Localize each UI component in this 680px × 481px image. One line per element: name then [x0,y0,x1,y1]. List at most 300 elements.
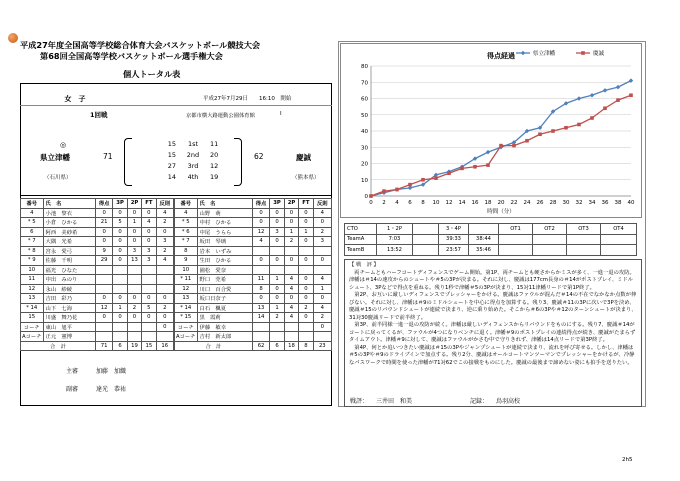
x-tick-label: 38 [614,200,622,206]
player-row-cell: 0 [113,256,127,266]
data-point [564,126,568,130]
player-row-cell: 6 [21,227,44,237]
assistant-coach-row-cell [270,332,284,342]
player-row-cell: 1 [113,303,127,313]
assistant-coach-row-cell [313,332,331,342]
data-point [551,129,555,133]
game-info [20,83,332,196]
player-row-cell [142,265,156,275]
summary-heading: 【 戦 評 】 [349,262,379,268]
total-cell: 18 [284,341,298,351]
data-point [486,150,490,154]
player-row-cell [127,275,141,285]
player-row-cell: * 5 [21,218,44,228]
player-row-cell: 5 [113,218,127,228]
player-row-cell: 10 [21,265,44,275]
player-row-cell: 13 [21,294,44,304]
player-row-cell: 0 [313,256,331,266]
player-row-cell [299,265,313,275]
coach-row-cell [95,322,112,332]
player-row-cell: 4 [284,275,298,285]
player-row-cell [95,284,112,294]
player-row-cell [142,275,156,285]
player-row-cell: 5 [142,303,156,313]
total-cell: 62 [252,341,269,351]
player-row-cell: 4 [156,256,173,266]
cto-cell: OT2 [533,224,567,235]
x-tick-label: 8 [421,200,425,206]
assistant-coach-row-cell [95,332,112,342]
total-cell: 合 計 [21,341,96,351]
box-header-row-cell: 3P [270,199,284,209]
x-tick-label: 40 [627,200,635,206]
y-tick-label: 80 [361,64,368,70]
coach-row-cell [113,322,127,332]
box-header-row-cell: 番号 [175,199,198,209]
data-point [486,163,490,167]
assistant-coach-row [175,332,332,342]
assistant-coach-row-cell: 正元 憲博 [43,332,95,342]
away-team: 慶誠 [296,153,311,162]
assistant-coach-row-cell [142,332,156,342]
player-row-cell: 永山 紗綾 [43,284,95,294]
player-row-cell: 0 [270,294,284,304]
total-cell: 8 [299,341,313,351]
assistant-coach-row-cell [113,332,127,342]
box-header-row [21,199,174,209]
category: 女 子 [64,95,86,103]
player-row-cell: 0 [95,237,112,247]
player-row-cell: 0 [313,294,331,304]
player-row-cell: 川口 百合愛 [197,284,252,294]
player-row-cell: 2 [313,227,331,237]
player-row-cell: 12 [95,303,112,313]
assistant-coach-row-cell [252,332,269,342]
title-line3: 個人トータル表 [123,69,181,79]
player-row-cell: 0 [299,208,313,218]
player-row-cell: 4 [252,237,269,247]
player-row-cell: 14 [252,313,269,323]
player-row [21,237,174,247]
x-tick-label: 28 [549,200,557,206]
player-row [21,256,174,266]
player-row-cell [313,265,331,275]
box-header-row-cell: 氏 名 [43,199,95,209]
player-row-cell: 0 [270,218,284,228]
player-row [21,265,174,275]
player-row-cell: 13 [175,294,198,304]
player-row-cell: 0 [156,294,173,304]
player-row-cell: 0 [142,313,156,323]
player-row-cell: 園松 愛奈 [197,265,252,275]
x-tick-label: 12 [445,200,453,206]
game-summary [344,259,642,407]
cto-cell: OT4 [601,224,637,235]
player-row-cell: 0 [156,227,173,237]
player-row-cell [113,275,127,285]
box-header-row-cell: 番号 [21,199,44,209]
player-row-cell: * 7 [21,237,44,247]
total-cell: 15 [142,341,156,351]
cto-cell: OT1 [499,224,533,235]
x-tick-label: 10 [432,200,440,206]
referee-label: 主審 [66,368,79,375]
total-cell: 合 計 [175,341,253,351]
player-row-cell: 2 [156,303,173,313]
data-point [434,176,438,180]
y-tick-label: 60 [361,96,368,103]
player-row-cell: 0 [313,218,331,228]
cto-cell: 13:52 [377,245,413,256]
basketball-icon [8,33,18,43]
player-row-cell: 0 [127,237,141,247]
player-row-cell: 0 [127,294,141,304]
coach-row [175,322,332,332]
umpire-label: 副審 [66,386,79,393]
player-row-cell: 4 [142,218,156,228]
player-row-cell: 0 [299,275,313,285]
data-point [447,171,451,175]
x-tick-label: 2 [382,200,386,206]
total-cell: 6 [113,341,127,351]
player-row-cell: 2 [156,246,173,256]
coach-row-cell: 0 [313,322,331,332]
coach-row-cell [142,322,156,332]
coach-row-cell [299,322,313,332]
player-row-cell [270,265,284,275]
player-row-cell: 4 [175,208,198,218]
player-row-cell: 0 [299,284,313,294]
player-row-cell: 0 [270,208,284,218]
player-row-cell [113,265,127,275]
box-header-row-cell: 反則 [156,199,173,209]
assistant-coach-row-cell: Aコーチ [21,332,44,342]
title-line1: 平成27年度全国高等学校総合体育大会バスケットボール競技大会 [20,40,261,50]
player-row-cell: 生田 ひかる [197,256,252,266]
player-row-cell [299,246,313,256]
player-row [21,275,174,285]
total-cell: 16 [156,341,173,351]
player-row-cell [142,284,156,294]
data-point [538,132,542,136]
player-row-cell: 宮永 愛弓 [43,246,95,256]
box-header-row-cell: 得点 [95,199,112,209]
cto-cell [567,245,601,256]
cto-cell [499,234,533,245]
box-header-row-cell: 得点 [252,199,269,209]
title-line2: 第68回全国高等学校バスケットボール選手権大会 [40,51,223,61]
player-row-cell: 0 [113,208,127,218]
player-row-cell: 0 [113,237,127,247]
box-header-row [175,199,332,209]
cto-cell: OT3 [567,224,601,235]
player-row-cell: 0 [127,227,141,237]
round: 1回戦 [90,111,108,119]
cto-cell [499,245,533,256]
player-row-cell: * 14 [175,303,198,313]
box-header-row-cell: 氏 名 [197,199,252,209]
data-point [603,88,607,92]
player-row [175,218,332,228]
player-row-cell: 0 [284,218,298,228]
player-row-cell: 1 [313,284,331,294]
court: Ⅰ [280,111,282,117]
series-line-home [371,81,631,196]
player-row-cell: 中尾 うらら [197,227,252,237]
data-point [473,165,477,169]
player-row-cell: 0 [142,227,156,237]
coach-row-cell [252,322,269,332]
player-row-cell [284,265,298,275]
player-row-cell: 29 [95,256,112,266]
x-tick-label: 20 [497,200,505,206]
data-point [616,85,620,89]
player-row-cell: 0 [142,294,156,304]
player-row-cell: 4 [313,275,331,285]
data-point [512,144,516,148]
player-row [21,218,174,228]
data-point [603,106,607,110]
player-row [21,313,174,323]
player-row-cell: 0 [156,313,173,323]
player-row [21,294,174,304]
score-progress-chart [340,43,642,218]
player-row-cell: 岩本 いずみ [197,246,252,256]
box-header-row-cell: FT [142,199,156,209]
player-row-cell [252,265,269,275]
player-row-cell: 阿西 美紗希 [43,227,95,237]
player-row-cell [284,246,298,256]
x-tick-label: 18 [484,200,492,206]
player-row-cell [95,265,112,275]
cto-cell [533,234,567,245]
player-row-cell: 0 [284,256,298,266]
player-row-cell: 2 [313,313,331,323]
away-total: 62 [254,152,264,161]
home-team: 県立津幡 [40,153,70,162]
player-row-cell: 大隅 光希 [43,237,95,247]
player-row-cell: 8 [175,246,198,256]
player-row-cell: 0 [299,256,313,266]
total-cell: 19 [127,341,141,351]
box-header-row-cell: 3P [113,199,127,209]
player-row [21,303,174,313]
player-row [21,246,174,256]
player-row [21,227,174,237]
player-row-cell: 山野 萌 [197,208,252,218]
quarter-row: 15 1st 11 [167,140,219,148]
player-row-cell: 11 [252,275,269,285]
data-point [460,167,464,171]
player-row-cell: 0 [127,313,141,323]
player-row-cell: 12 [252,227,269,237]
player-row-cell: 0 [142,208,156,218]
box-header-row-cell: 2P [284,199,298,209]
player-row-cell: 吉田 彩乃 [43,294,95,304]
data-point [382,189,386,193]
cto-cell [601,245,637,256]
player-row-cell: 0 [299,237,313,247]
cto-cell: 7:03 [377,234,413,245]
player-row-cell [156,275,173,285]
player-row [175,208,332,218]
player-row-cell: 4 [284,284,298,294]
total-cell: 71 [95,341,112,351]
x-tick-label: 36 [601,200,609,206]
data-point [369,194,373,198]
legend-marker [581,51,585,55]
legend-marker [521,51,525,55]
player-row-cell: 坂田 琴璃 [197,237,252,247]
player-row [175,303,332,313]
cto-cell [533,245,567,256]
home-mark: ◎ [60,141,67,149]
player-row-cell: 21 [95,218,112,228]
cto-row [345,245,637,256]
player-row-cell: 12 [175,284,198,294]
summary-paragraph: 第3P、前半同様一進一退の攻防が続く。津幡は厳しいディフェンスからリバウンドをものにする。残り7、慶誠＃14がコートに戻ってくるが、ファウルが4つになりベンチに退く。津幡＃9のポストプレイの連続得点が続き、慶誠がたまらずタイムアウト。津幡＃9に対して、慶誠はファウルがかさむ中で守りきれず、津幡は14点リードで第3P終了。 [349,322,636,343]
player-row-cell: 12 [21,284,44,294]
quarter-row: 27 3rd 12 [167,162,219,170]
player-row-cell: 0 [270,256,284,266]
chart-svg [341,44,641,217]
player-row-cell: 1 [127,218,141,228]
player-row-cell: 0 [95,208,112,218]
player-row-cell: 3 [156,237,173,247]
player-row-cell: 0 [299,294,313,304]
legend-label: 慶誠 [593,51,605,57]
player-row [21,284,174,294]
player-row [175,265,332,275]
cto-cell: 38:44 [469,234,499,245]
player-row-cell: 野口 莞希 [197,275,252,285]
player-row-cell: * 7 [175,237,198,247]
player-row-cell: 0 [252,218,269,228]
x-tick-label: 30 [562,200,570,206]
player-row-cell: 0 [270,237,284,247]
player-row-cell: 2 [127,303,141,313]
cto-cell: TeamA [345,234,377,245]
y-tick-label: 40 [361,129,368,135]
player-row-cell: 2 [284,237,298,247]
player-row-cell: 3 [142,256,156,266]
player-row-cell: 坂口日奈子 [197,294,252,304]
cto-cell [567,234,601,245]
player-row-cell: 1 [270,275,284,285]
x-tick-label: 26 [536,200,544,206]
player-row [175,313,332,323]
player-row-cell: 0 [270,284,284,294]
cto-cell [413,224,439,235]
writer-name: 三井田 和美 [376,398,413,405]
player-row-cell: 13 [252,303,269,313]
total-row [175,341,332,351]
player-row-cell: 0 [252,208,269,218]
player-row-cell: 9 [95,246,112,256]
player-row-cell: * 9 [21,256,44,266]
x-tick-label: 34 [588,200,596,206]
player-row-cell: 黒 霞莉 [197,313,252,323]
player-row-cell: 1 [270,303,284,313]
y-tick-label: 10 [361,177,368,184]
home-pref: （石川県） [44,175,72,181]
x-tick-label: 24 [523,200,531,206]
y-tick-label: 50 [361,112,368,119]
cto-cell: 1・2P [377,224,413,235]
cto-cell [469,224,499,235]
player-row-cell [95,275,112,285]
coach-row-cell: コーチ [21,322,44,332]
player-row-cell: 2 [156,218,173,228]
player-row-cell: 佐藤 千明 [43,256,95,266]
x-tick-label: 16 [471,200,479,206]
player-row-cell: 4 [313,303,331,313]
assistant-coach-row-cell: Aコーチ [175,332,198,342]
player-row-cell: 中出 みのり [43,275,95,285]
player-row-cell [127,265,141,275]
away-pref: （熊本県） [292,175,320,181]
x-tick-label: 32 [575,200,583,206]
y-tick-label: 70 [361,80,368,87]
coach-row-cell: コーチ [175,322,198,332]
assistant-coach-row-cell [299,332,313,342]
coach-row-cell: 0 [156,322,173,332]
player-row [175,227,332,237]
data-point [525,139,529,143]
player-row-cell: 4 [156,208,173,218]
player-row-cell: 0 [284,294,298,304]
assistant-coach-row-cell [127,332,141,342]
cto-header-row [345,224,637,235]
player-row-cell: 0 [299,313,313,323]
player-row-cell: 2 [299,303,313,313]
summary-paragraph: 第2P、お互いに厳しいディフェンスでプレッシャーをかける。慶誠はファウルが混んだ＃14の不在でなかなか点数が伸びない。それに対し、津幡は＃9のミドルシュートを中心に得点を加算する。残り3、慶誠＃11の3Pに次いで3Pを決め、慶誠＃15のリバウンドシュートが連続で決まり、逆に乗り始めた。そこから＃6の3Pや＃12のターンシュートが決まり、31対30慶誠リードで前半終了。 [349,292,637,321]
player-row-cell: 2 [270,313,284,323]
player-row-cell: * 14 [21,303,44,313]
coach-row-cell: 伊藤 敏幸 [197,322,252,332]
player-row-cell: 4 [21,208,44,218]
summary-paragraph: 両チームともハーフコートディフェンスでゲーム開始。第1P、両チームとも硬さからかミスが多く、一進一退の攻防。津幡は＃14の速攻からのシュートや＃5の3Pが決まる。それに対し、慶誠は177cm長身の＃14がポストプレイ、ミドルシュート、3Pなどで得点を重ねる。残り1秒で津幡＃5の3Pが決まり、15対11津幡リードで第1P終了。 [349,269,635,291]
coach-row-cell [284,322,298,332]
player-row-cell: * 11 [175,275,198,285]
player-row [175,294,332,304]
player-row-cell: 白石 楓夏 [197,303,252,313]
player-row [175,237,332,247]
cto-cell: TeamB [345,245,377,256]
player-row-cell: 0 [95,313,112,323]
cto-cell: CTO [345,224,377,235]
home-box-score [20,198,174,351]
player-row-cell: 3 [313,237,331,247]
player-row-cell: 福光 ひなた [43,265,95,275]
umpire-name: 達光 恭祐 [96,386,127,393]
player-row-cell [113,284,127,294]
player-row-cell: 9 [175,256,198,266]
data-point [395,188,399,192]
player-row-cell: 小倉 ひかる [43,218,95,228]
x-tick-label: 4 [395,200,399,206]
player-row-cell: 1 [299,227,313,237]
score-bracket-left [124,138,132,186]
player-row-cell: 13 [127,256,141,266]
summary-paragraph: 第4P、何とか追いつきたい慶誠は＃15の3Pやジャンプシュートが連続で決まり、流れを呼び寄せる。しかし、津幡は＃5の3Pや＃9のドライブインで加点する。残り2分、慶誠はオールコートマンツーマンでプレッシャーをかけるが、冷静なパスワークで時間を使った津幡が71対62でこの接戦をものにした。慶誠の最後まで諦めない姿にも拍手を送りたい。 [349,344,635,366]
assistant-coach-row [21,332,174,342]
player-row-cell: 4 [284,303,298,313]
x-tick-label: 14 [458,200,466,206]
y-tick-label: 30 [361,145,368,152]
quarter-row: 15 2nd 20 [167,151,219,159]
player-row-cell: 0 [142,237,156,247]
